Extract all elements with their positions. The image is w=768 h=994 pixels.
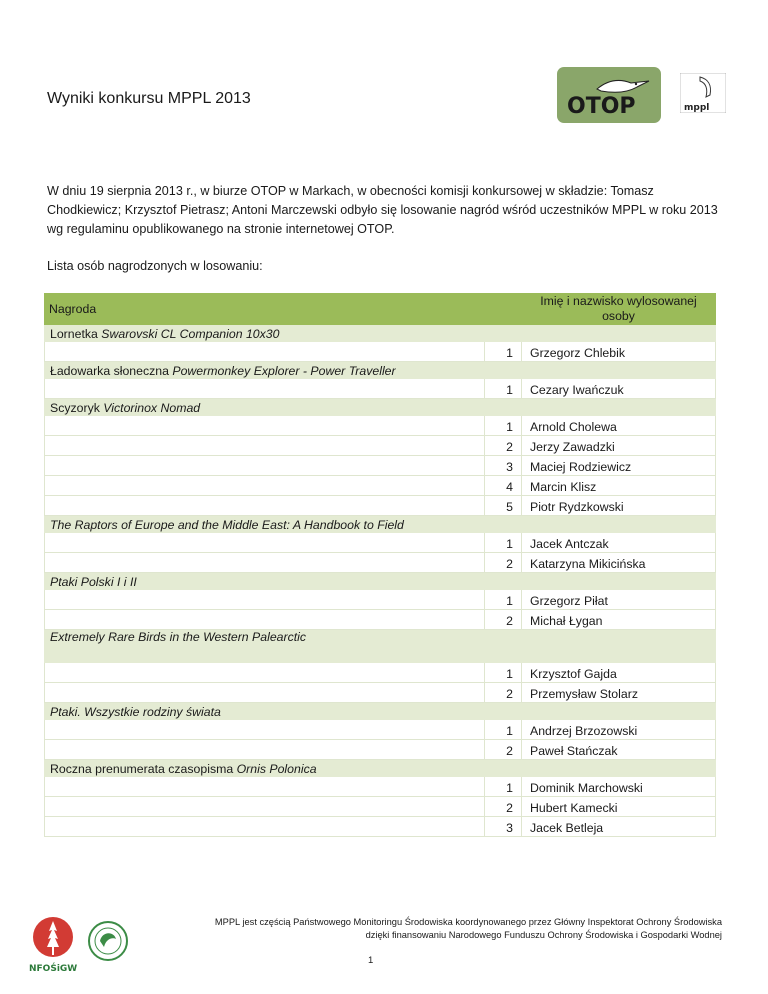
nfosigw-logo [27,913,79,975]
footer-note [150,916,722,942]
winner-row [45,683,716,703]
prize-row [45,573,716,590]
mppl-logo [680,73,726,113]
prize-name-title: Ptaki. Wszystkie rodziny świata [50,705,221,719]
winner-blank-cell [45,797,485,817]
otop-logo-text: OTOP [567,94,636,119]
prize-row [45,362,716,379]
gios-logo [86,917,130,967]
prize-row [45,630,716,663]
winner-number: 2 [485,740,522,760]
winner-name: Grzegorz Chlebik [522,342,716,362]
winner-name: Michał Łygan [522,610,716,630]
winner-number: 3 [485,456,522,476]
winner-name: Jacek Antczak [522,533,716,553]
winner-name: Krzysztof Gajda [522,663,716,683]
winner-row [45,553,716,573]
prize-name-title: Powermonkey Explorer - Power Traveller [172,364,396,378]
winner-number: 1 [485,342,522,362]
header-number [485,294,522,325]
prize-name [45,516,716,533]
list-label: Lista osób nagrodzonych w losowaniu: [47,259,263,273]
winner-row [45,740,716,760]
winner-row [45,610,716,630]
otop-logo [557,67,661,123]
prize-name-title: Swarovski CL Companion 10x30 [101,327,280,341]
prize-name-title: The Raptors of Europe and the Middle East: A Handbook to Field [50,518,404,532]
winner-blank-cell [45,436,485,456]
footer-line-2: dzięki finansowaniu Narodowego Funduszu Ochrony Środowiska i Gospodarki Wodnej [365,930,722,940]
winner-name: Katarzyna Mikicińska [522,553,716,573]
winner-blank-cell [45,533,485,553]
winner-number: 1 [485,663,522,683]
prize-row [45,760,716,777]
winner-row [45,476,716,496]
winner-row [45,817,716,837]
winner-name: Przemysław Stolarz [522,683,716,703]
winner-number: 1 [485,533,522,553]
winner-row [45,379,716,399]
winner-name: Jerzy Zawadzki [522,436,716,456]
prize-name-title: Ptaki Polski I i II [50,575,137,589]
winner-name: Andrzej Brzozowski [522,720,716,740]
winner-blank-cell [45,553,485,573]
nfosigw-logo-text: NFOŚiGW [29,964,78,974]
prize-name-title: Extremely Rare Birds in the Western Palearctic [50,630,307,644]
header-prize: Nagroda [45,294,485,325]
winner-row [45,456,716,476]
winner-number: 1 [485,416,522,436]
intro-paragraph: W dniu 19 sierpnia 2013 r., w biurze OTOP w Markach, w obecności komisji konkursowej w składzie: Tomasz Chodkiewicz; Krzysztof Pietrasz; Antoni Marczewski odbyło się losowanie nagród wśród uczestników MPPL w roku 2013 wg regulaminu opublikowanego na stronie internetowej OTOP. [47,184,718,236]
winner-blank-cell [45,740,485,760]
prize-name-prefix: Lornetka [50,327,102,341]
prize-row [45,703,716,720]
prize-name [45,630,716,663]
winner-name: Cezary Iwańczuk [522,379,716,399]
winner-name: Marcin Klisz [522,476,716,496]
winner-number: 1 [485,777,522,797]
winner-name: Dominik Marchowski [522,777,716,797]
winner-blank-cell [45,720,485,740]
winner-row [45,496,716,516]
winner-number: 1 [485,590,522,610]
winner-name: Jacek Betleja [522,817,716,837]
winner-blank-cell [45,416,485,436]
prize-row [45,516,716,533]
prize-name [45,573,716,590]
table-header-row [45,294,716,325]
prize-row [45,399,716,416]
winner-row [45,720,716,740]
prize-row [45,325,716,342]
winner-blank-cell [45,610,485,630]
winner-number: 2 [485,797,522,817]
winner-number: 2 [485,553,522,573]
winner-name: Hubert Kamecki [522,797,716,817]
winner-blank-cell [45,379,485,399]
winner-name: Arnold Cholewa [522,416,716,436]
winner-number: 2 [485,436,522,456]
winner-row [45,590,716,610]
winner-number: 1 [485,379,522,399]
winner-number: 2 [485,683,522,703]
prize-name [45,760,716,777]
prize-name [45,703,716,720]
winner-number: 3 [485,817,522,837]
winner-row [45,416,716,436]
winner-number: 4 [485,476,522,496]
winner-blank-cell [45,496,485,516]
winner-blank-cell [45,456,485,476]
winner-blank-cell [45,817,485,837]
winner-name: Maciej Rodziewicz [522,456,716,476]
prize-name-title: Victorinox Nomad [103,401,201,415]
prize-name [45,325,716,342]
prize-name [45,362,716,379]
winner-number: 1 [485,720,522,740]
results-table [44,293,716,837]
winner-row [45,777,716,797]
page-number: 1 [368,955,374,966]
winner-row [45,342,716,362]
header-winner-name: Imię i nazwisko wylosowanej osoby [522,294,716,325]
mppl-logo-text: mppl [684,103,710,113]
winner-row [45,436,716,456]
winner-row [45,797,716,817]
winner-blank-cell [45,663,485,683]
prize-name [45,399,716,416]
prize-name-prefix: Scyzoryk [50,401,104,415]
winner-number: 2 [485,610,522,630]
winner-name: Piotr Rydzkowski [522,496,716,516]
winner-blank-cell [45,342,485,362]
winner-blank-cell [45,777,485,797]
prize-name-prefix: Roczna prenumerata czasopisma [50,762,237,776]
winner-row [45,663,716,683]
winner-row [45,533,716,553]
prize-name-prefix: Ładowarka słoneczna [50,364,173,378]
winner-blank-cell [45,590,485,610]
winner-name: Paweł Stańczak [522,740,716,760]
page-title: Wyniki konkursu MPPL 2013 [47,90,251,107]
prize-name-title: Ornis Polonica [236,762,317,776]
winner-blank-cell [45,683,485,703]
footer-line-1: MPPL jest częścią Państwowego Monitoringu Środowiska koordynowanego przez Główny Inspektorat Ochrony Środowiska [214,917,722,927]
winner-blank-cell [45,476,485,496]
winner-number: 5 [485,496,522,516]
winner-name: Grzegorz Piłat [522,590,716,610]
